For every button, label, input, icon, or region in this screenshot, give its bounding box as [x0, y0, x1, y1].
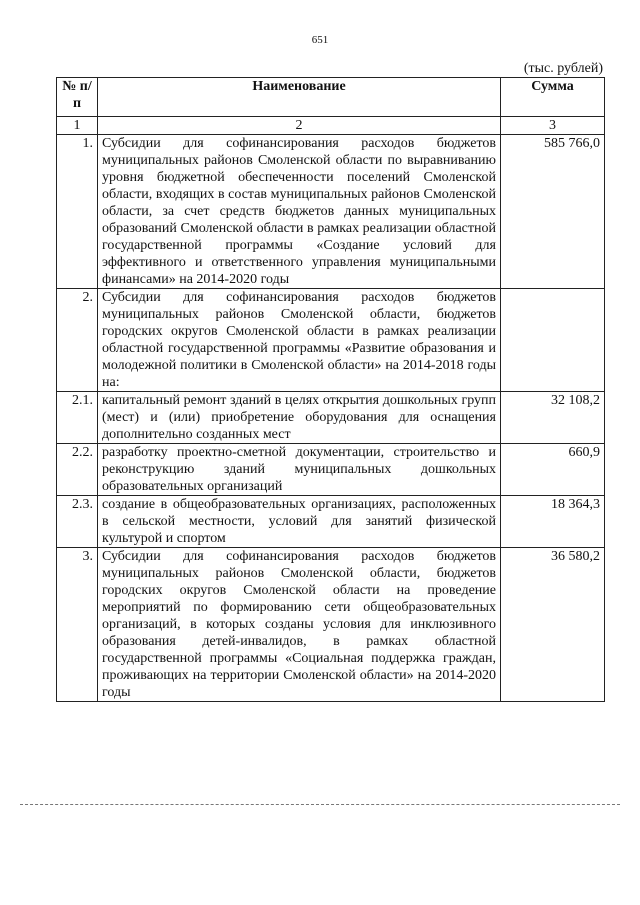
budget-table	[56, 77, 605, 702]
row-number: 2.3.	[57, 496, 98, 548]
row-number: 2.1.	[57, 392, 98, 444]
page-number: 651	[311, 34, 329, 46]
row-name: создание в общеобразовательных организациях, расположенных в сельской местности, условий для занятий физической культурой и спортом	[98, 496, 501, 548]
header-row	[57, 78, 605, 117]
table-row	[57, 444, 605, 496]
row-sum: 32 108,2	[501, 392, 605, 444]
row-name: Субсидии для софинансирования расходов бюджетов муниципальных районов Смоленской области по выравниванию уровня бюджетной обеспеченности поселений Смоленской области, входящих в состав муниципальных районов Смоленской области, за счет средств бюджетов данных муниципальных образований Смоленской области в рамках реализации областной государственной программы «Создание условий для эффективного и ответственного управления муниципальными финансами» на 2014-2020 годы	[98, 135, 501, 289]
table-row	[57, 289, 605, 392]
row-sum: 36 580,2	[501, 548, 605, 702]
table-row	[57, 392, 605, 444]
row-sum: 660,9	[501, 444, 605, 496]
row-number: 3.	[57, 548, 98, 702]
header-num: № п/п	[57, 78, 98, 117]
column-index: 3	[501, 117, 605, 135]
table-row	[57, 548, 605, 702]
row-sum: 18 364,3	[501, 496, 605, 548]
column-index-row	[57, 117, 605, 135]
table-row	[57, 496, 605, 548]
column-index: 2	[98, 117, 501, 135]
row-name: Субсидии для софинансирования расходов бюджетов муниципальных районов Смоленской области, бюджетов городских округов Смоленской области на проведение мероприятий по формированию сети общеобразовательных организаций, в которых созданы условия для инклюзивного образования детей-инвалидов, в рамках областной государственной программы «Социальная поддержка граждан, проживающих на территории Смоленской области» на 2014-2020 годы	[98, 548, 501, 702]
header-sum: Сумма	[501, 78, 605, 117]
row-name: Субсидии для софинансирования расходов бюджетов муниципальных районов Смоленской области, бюджетов городских округов Смоленской области в рамках реализации областной государственной программы «Развитие образования и молодежной политики в Смоленской области» на 2014-2018 годы на:	[98, 289, 501, 392]
row-sum: 585 766,0	[501, 135, 605, 289]
header-name: Наименование	[98, 78, 501, 117]
unit-label: (тыс. рублей)	[523, 61, 603, 76]
row-number: 1.	[57, 135, 98, 289]
row-number: 2.2.	[57, 444, 98, 496]
row-name: разработку проектно-сметной документации, строительство и реконструкцию зданий муниципальных дошкольных образовательных организаций	[98, 444, 501, 496]
column-index: 1	[57, 117, 98, 135]
row-name: капитальный ремонт зданий в целях открытия дошкольных групп (мест) и (или) приобретение оборудования для оснащения дополнительно созданных мест	[98, 392, 501, 444]
row-sum	[501, 289, 605, 392]
scan-divider-line	[20, 804, 620, 805]
row-number: 2.	[57, 289, 98, 392]
table-row	[57, 135, 605, 289]
